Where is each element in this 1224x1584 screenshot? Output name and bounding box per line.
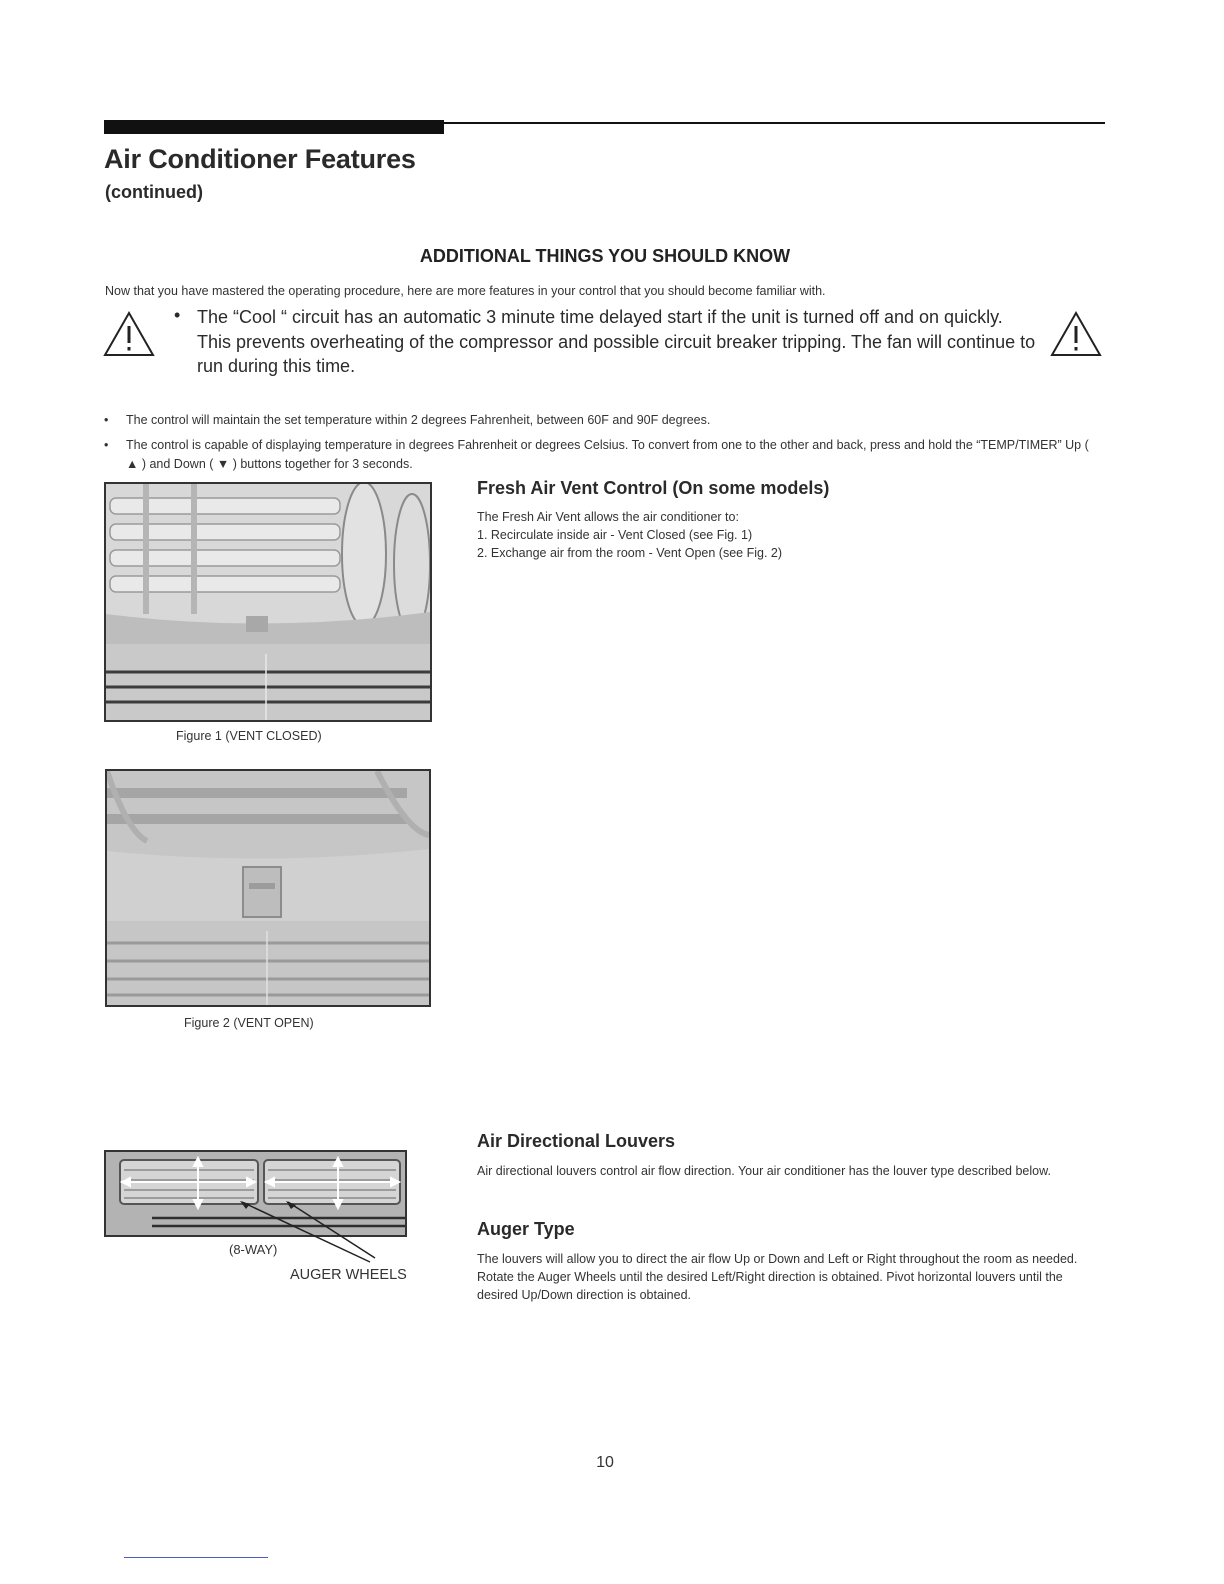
fresh-air-body: [477, 508, 1097, 562]
warning-bullet: •: [174, 305, 181, 325]
feature-bullet-list: [104, 411, 1104, 480]
warning-icon: [103, 310, 155, 358]
page-subtitle: (continued): [105, 182, 203, 202]
list-item: [104, 436, 1104, 474]
bullet-dot: •: [104, 438, 109, 452]
auger-pointer-lines: [230, 1198, 380, 1268]
bullet-text: The control will maintain the set temperature within 2 degrees Fahrenheit, between 60F and 90F degrees.: [126, 413, 711, 427]
header-rule-thick: [104, 120, 444, 134]
bullet-dot: •: [104, 413, 109, 427]
louvers-heading: Air Directional Louvers: [477, 1131, 676, 1151]
figure-vent-closed-photo: [104, 482, 432, 722]
eight-way-label: (8-WAY): [229, 1242, 278, 1257]
auger-body: The louvers will allow you to direct the air flow Up or Down and Left or Right throughout the room as needed. Rotate the Auger Wheels until the desired Left/Right direction is obtained. Pivot horizontal louvers until the desired Up/Down direction is obtained.: [477, 1252, 1078, 1302]
header-rule-thin: [444, 122, 1105, 124]
footer-rule: [124, 1557, 268, 1558]
figure-2-caption: Figure 2 (VENT OPEN): [184, 1016, 314, 1030]
intro-text: Now that you have mastered the operating procedure, here are more features in your control that you should become familiar with.: [105, 284, 826, 298]
auger-wheels-label: AUGER WHEELS: [290, 1267, 407, 1283]
louvers-body: Air directional louvers control air flow direction. Your air conditioner has the louver type described below.: [477, 1164, 1051, 1178]
figure-vent-open-photo: [105, 769, 431, 1007]
list-item: 1. Recirculate inside air - Vent Closed (see Fig. 1): [477, 528, 753, 542]
figure-1-caption: Figure 1 (VENT CLOSED): [176, 729, 322, 743]
section-heading: ADDITIONAL THINGS YOU SHOULD KNOW: [419, 246, 791, 266]
warning-icon: [1050, 310, 1102, 358]
fresh-air-intro: The Fresh Air Vent allows the air conditioner to:: [477, 510, 739, 524]
page-title: Air Conditioner Features: [104, 144, 416, 174]
bullet-text: The control is capable of displaying temperature in degrees Fahrenheit or degrees Celsius. To convert from one to the other and back, press and hold the “TEMP/TIMER” Up ( ▲ ) and Down ( ▼ ) buttons together for 3 seconds.: [126, 438, 1089, 471]
page-number: 10: [596, 1454, 614, 1471]
fresh-air-heading: Fresh Air Vent Control (On some models): [477, 478, 830, 498]
auger-heading: Auger Type: [477, 1219, 575, 1239]
warning-text: The “Cool “ circuit has an automatic 3 minute time delayed start if the unit is turned off and on quickly. This prevents overheating of the compressor and possible circuit breaker tripping. The fan will continue to run during this time.: [197, 307, 1036, 376]
list-item: [104, 411, 1104, 430]
list-item: 2. Exchange air from the room - Vent Open (see Fig. 2): [477, 546, 783, 560]
